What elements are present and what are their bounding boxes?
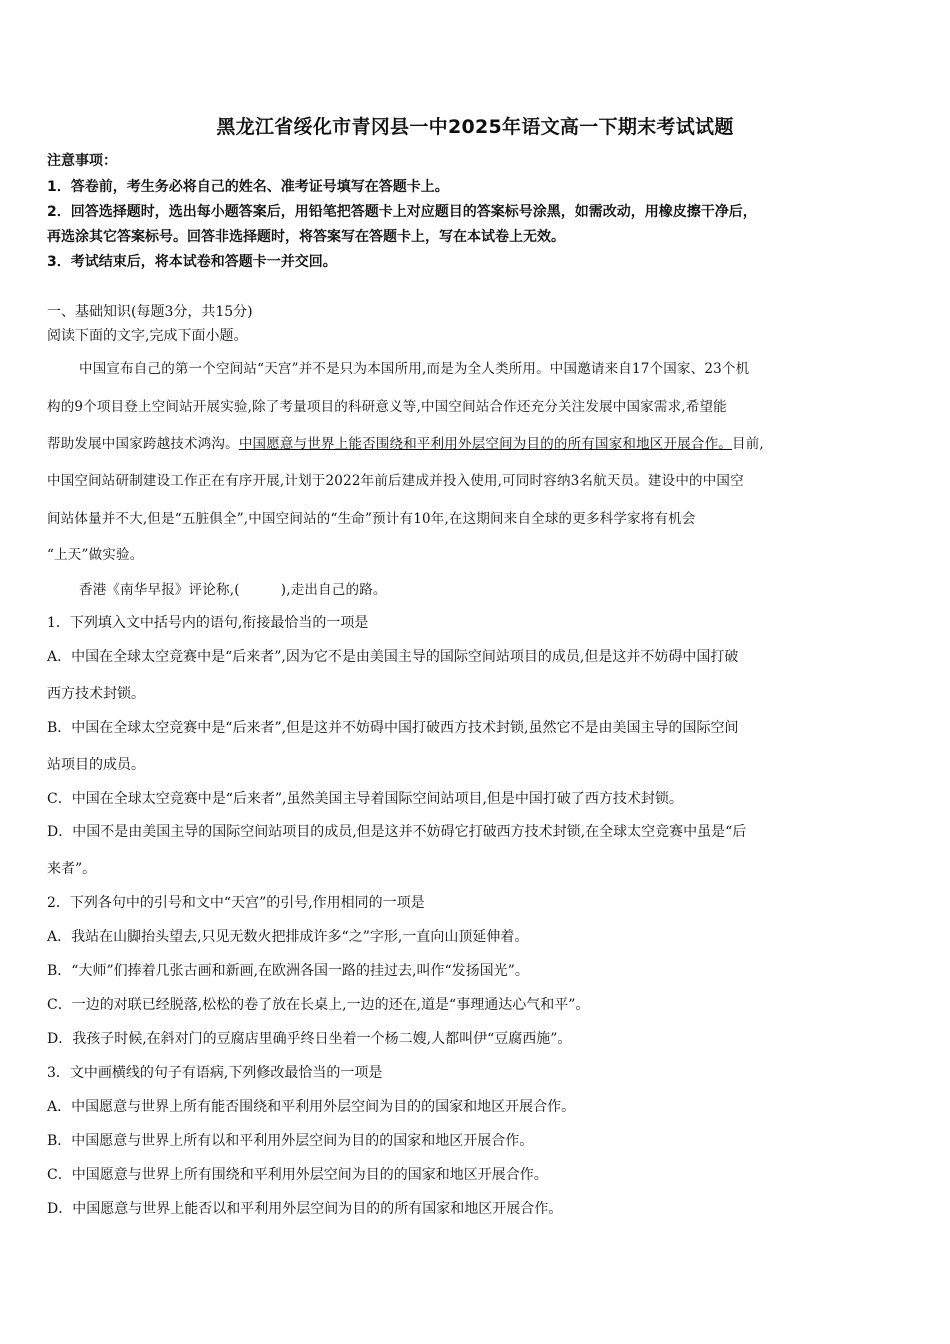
q1-option-d-line-2: 来者”。 — [47, 861, 97, 877]
q1-option-b-line-2: 站项目的成员。 — [47, 757, 145, 773]
notice-item-1: 1．答卷前，考生务必将自己的姓名、准考证号填写在答题卡上。 — [47, 179, 449, 195]
notice-heading: 注意事项： — [47, 153, 117, 169]
q2-option-a: A．我站在山脚抬头望去,只见无数火把排成许多“之”字形,一直向山顶延伸着。 — [47, 929, 529, 945]
q1-stem: 1．下列填入文中括号内的语句,衔接最恰当的一项是 — [47, 615, 369, 631]
q2-stem: 2．下列各句中的引号和文中“天宫”的引号,作用相同的一项是 — [47, 895, 425, 911]
q3-option-c: C．中国愿意与世界上所有围绕和平利用外层空间为目的的国家和地区开展合作。 — [47, 1167, 548, 1183]
notice-item-2-line-1: 2．回答选择题时，选出每小题答案后，用铅笔把答题卡上对应题目的答案标号涂黑，如需改动，用橡皮擦干净后， — [47, 204, 757, 220]
q3-stem: 3．文中画横线的句子有语病,下列修改最恰当的一项是 — [47, 1065, 383, 1081]
q3-option-b: B．中国愿意与世界上所有以和平利用外层空间为目的的国家和地区开展合作。 — [47, 1133, 534, 1149]
passage-line-6: “上天”做实验。 — [47, 547, 144, 563]
page-title: 黑龙江省绥化市青冈县一中2025年语文高一下期末考试试题 — [216, 116, 734, 138]
underlined-sentence: 中国愿意与世界上能否围绕和平利用外层空间为目的的所有国家和地区开展合作。 — [238, 436, 733, 452]
q2-option-b: B．“大师”们捧着几张古画和新画,在欧洲各国一路的挂过去,叫作“发扬国光”。 — [47, 963, 529, 979]
notice-item-3: 3．考试结束后，将本试卷和答题卡一并交回。 — [47, 254, 337, 270]
section-heading: 一、基础知识(每题3分，共15分) — [47, 304, 253, 320]
q2-option-c: C．一边的对联已经脱落,松松的卷了放在长桌上,一边的还在,道是“事理通达心气和平”。 — [47, 997, 590, 1013]
passage-line-3-end: 目前, — [732, 436, 764, 452]
passage-line-7: 香港《南华早报》评论称,( ),走出自己的路。 — [79, 582, 387, 598]
notice-item-2-line-2: 再选涂其它答案标号。回答非选择题时，将答案写在答题卡上，写在本试卷上无效。 — [47, 229, 565, 245]
passage-line-1: 中国宣布自己的第一个空间站“天宫”并不是只为本国所用,而是为全人类所用。中国邀请来自17个国家、23个机 — [79, 361, 750, 377]
q1-option-c: C．中国在全球太空竞赛中是“后来者”,虽然美国主导着国际空间站项目,但是中国打破了西方技术封锁。 — [47, 791, 683, 807]
q1-option-a-line-1: A．中国在全球太空竞赛中是“后来者”,因为它不是由美国主导的国际空间站项目的成员,但是这并不妨碍中国打破 — [47, 649, 739, 665]
passage-line-2: 构的9个项目登上空间站开展实验,除了考量项目的科研意义等,中国空间站合作还充分关注发展中国家需求,希望能 — [47, 399, 727, 415]
q1-option-d-line-1: D．中国不是由美国主导的国际空间站项目的成员,但是这并不妨碍它打破西方技术封锁,在全球太空竞赛中虽是“后 — [47, 824, 747, 840]
passage-line-5: 间站体量并不大,但是“五脏俱全”,中国空间站的“生命”预计有10年,在这期间来自全球的更多科学家将有机会 — [47, 511, 696, 527]
q1-option-b-line-1: B．中国在全球太空竞赛中是“后来者”,但是这并不妨碍中国打破西方技术封锁,虽然它不是由美国主导的国际空间 — [47, 720, 739, 736]
passage-line-3 — [47, 434, 764, 454]
section-instruction: 阅读下面的文字,完成下面小题。 — [47, 328, 248, 344]
q3-option-d: D．中国愿意与世界上能否以和平利用外层空间为目的的所有国家和地区开展合作。 — [47, 1201, 563, 1217]
passage-line-4: 中国空间站研制建设工作正在有序开展,计划于2022年前后建成并投入使用,可同时容纳3名航天员。建设中的中国空 — [47, 473, 744, 489]
q3-option-a: A．中国愿意与世界上所有能否围绕和平利用外层空间为目的的国家和地区开展合作。 — [47, 1099, 576, 1115]
passage-line-3-start: 帮助发展中国家跨越技术鸿沟。 — [47, 436, 239, 452]
q2-option-d: D．我孩子时候,在斜对门的豆腐店里确乎终日坐着一个杨二嫂,人都叫伊“豆腐西施”。 — [47, 1031, 572, 1047]
q1-option-a-line-2: 西方技术封锁。 — [47, 686, 145, 702]
